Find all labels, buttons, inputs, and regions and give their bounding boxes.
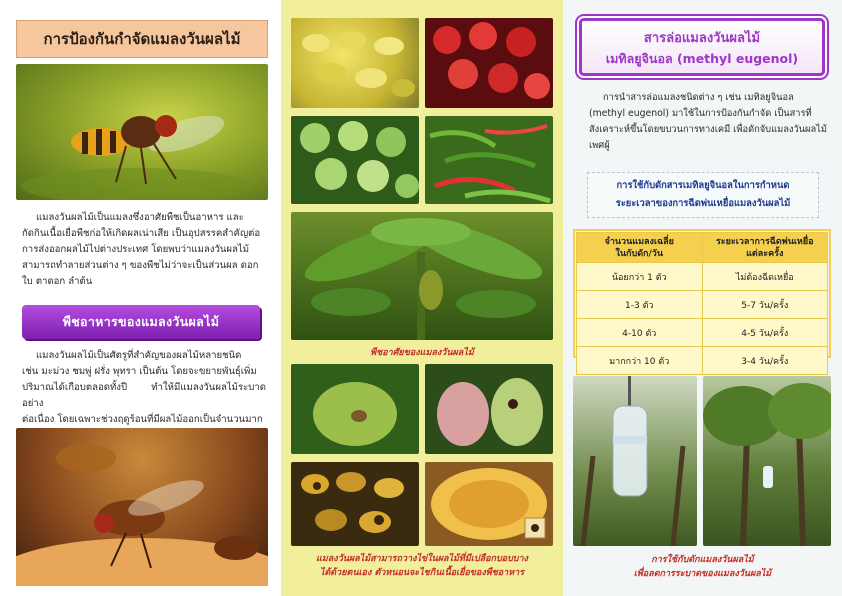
rose-apple-photo	[425, 18, 553, 108]
flies-illustration	[16, 428, 268, 586]
host-plants-paragraph	[22, 348, 266, 428]
header-interval	[702, 233, 828, 263]
middle-panel	[281, 0, 563, 596]
cell-interval: ไม่ต้องฉีดเหยื่อ	[702, 263, 828, 291]
host-plants-heading: พืชอาหารของแมลงวันผลไม้	[62, 314, 220, 329]
mango-damage-illustration	[291, 364, 419, 454]
larvae-caption-line: แมลงวันผลไม้สามารถวางไข่ในผลไม้ที่มีเปลือกบอบบาง	[316, 554, 528, 564]
intro-line: กัดกินเนื้อเยื่อพืชก่อให้เกิดผลเน่าเสีย เป็นอุปสรรคสำคัญต่อ	[22, 228, 261, 239]
header-count-line: จำนวนแมลงเฉลี่ย	[604, 236, 674, 247]
header-interval-line: แต่ละครั้ง	[746, 248, 784, 259]
fruit-fly-illustration	[16, 64, 268, 200]
intro-paragraph	[22, 210, 266, 290]
rotten-mango-illustration	[291, 462, 419, 546]
bottle-trap-photo	[573, 376, 697, 546]
host-line: แมลงวันผลไม้เป็นศัตรูที่สำคัญของผลไม้หลายชนิด	[36, 350, 242, 361]
banana-plant-photo	[291, 212, 553, 340]
page-title-box	[16, 20, 268, 58]
lure-line: สังเคราะห์ขึ้นโดยขบวนการทางเคมี เพื่อดักจับแมลงวันผลไม้	[589, 124, 827, 135]
header-interval-line: ระยะเวลาการฉีดพ่นเหยื่อ	[715, 236, 814, 247]
rose-apple-pile	[425, 18, 553, 108]
mango-photo	[291, 18, 419, 108]
intro-line: ใบ ตาดอก ลำต้น	[22, 276, 93, 287]
table-row	[577, 319, 828, 347]
trap-caption-line-2: เพื่อลดการระบาดของแมลงวันผลไม้	[633, 569, 772, 579]
guava-pile	[291, 116, 419, 204]
larvae-illustration	[425, 462, 553, 546]
left-panel	[0, 0, 281, 596]
trap-caption-line-1: การใช้กับดักแมลงวันผลไม้	[651, 555, 754, 565]
host-line: ต่อเนื่อง โดยเฉพาะช่วงฤดูร้อนที่มีผลไม้ออกเป็นจำนวนมาก	[22, 414, 263, 425]
guava-photo	[291, 116, 419, 204]
rose-apple-damage-illustration	[425, 364, 553, 454]
larvae-caption	[287, 552, 557, 580]
orchard-trap-photo	[703, 376, 831, 546]
lure-line: (methyl eugenol) มาใช้ในการป้องกันกำจัด เป็นสารที่	[589, 108, 812, 119]
intro-line: สามารถทำลายส่วนต่าง ๆ ของพืชไม่ว่าจะเป็นส่วนผล ดอก	[22, 260, 259, 271]
flies-on-fruit-photo	[16, 428, 268, 586]
lure-line: การนำสารล่อแมลงชนิดต่าง ๆ เช่น เมทิลยูจินอล	[603, 92, 794, 103]
host-plants-ribbon	[22, 305, 260, 339]
chili-pile	[425, 116, 553, 204]
rotten-mango-photo	[291, 462, 419, 546]
lure-paragraph	[589, 90, 827, 154]
cell-count: 4-10 ตัว	[577, 319, 703, 347]
larvae-caption-line: ได้ด้วยตนเอง ตัวหนอนจะไชกินเนื้อเยื่อของพืชอาหาร	[319, 568, 525, 578]
subtitle-line: การใช้กับดักสารเมทิลยูจินอลในการกำหนด	[616, 180, 790, 191]
cell-count: น้อยกว่า 1 ตัว	[577, 263, 703, 291]
fruit-fly-photo	[16, 64, 268, 200]
damaged-rose-apple-photo	[425, 364, 553, 454]
cell-interval: 3-4 วัน/ครั้ง	[702, 347, 828, 375]
header-count-line: ในกับดัก/วัน	[615, 248, 663, 259]
header-count	[577, 233, 703, 263]
host-plant-caption: พืชอาศัยของแมลงวันผลไม้	[370, 348, 474, 358]
mango-pile	[291, 18, 419, 108]
table-row	[577, 263, 828, 291]
cell-count: มากกว่า 10 ตัว	[577, 347, 703, 375]
cell-interval: 5-7 วัน/ครั้ง	[702, 291, 828, 319]
damaged-mango-photo	[291, 364, 419, 454]
right-panel	[563, 0, 842, 596]
lure-subheading: เมทิลยูจินอล (methyl eugenol)	[605, 51, 799, 66]
subtitle-line: ระยะเวลาของการฉีดพ่นเหยื่อแมลงวันผลไม้	[615, 198, 791, 209]
intro-line: การส่งออกผลไม้ไปต่างประเทศ โดยพบว่าแมลงวันผลไม้	[22, 244, 250, 255]
cell-count: 1-3 ตัว	[577, 291, 703, 319]
lure-line: เพศผู้	[589, 140, 610, 151]
orchard-illustration	[703, 376, 831, 546]
host-line: เช่น มะม่วง ชมพู่ ฝรั่ง พุทรา เป็นต้น โดยจะขยายพันธุ์เพิ่ม	[22, 366, 257, 377]
banana-plant-illustration	[291, 212, 553, 340]
cell-interval: 4-5 วัน/ครั้ง	[702, 319, 828, 347]
larvae-in-fruit-photo	[425, 462, 553, 546]
methyl-eugenol-ribbon	[579, 18, 825, 76]
table-row	[577, 291, 828, 319]
trap-schedule-subtitle	[587, 172, 819, 218]
intro-line: แมลงวันผลไม้เป็นแมลงซึ่งอาศัยพืชเป็นอาหาร และ	[36, 212, 244, 223]
lure-heading: สารล่อแมลงวันผลไม้	[643, 31, 761, 46]
spray-schedule-table	[576, 232, 828, 375]
chili-photo	[425, 116, 553, 204]
host-line: ปริมาณได้เกือบตลอดทั้งปี ทำให้มีแมลงวันผลไม้ระบาดอย่าง	[22, 382, 266, 409]
table-header-row	[577, 233, 828, 263]
table-row	[577, 347, 828, 375]
page-title: การป้องกันกำจัดแมลงวันผลไม้	[43, 30, 241, 48]
bottle-trap-illustration	[573, 376, 697, 546]
